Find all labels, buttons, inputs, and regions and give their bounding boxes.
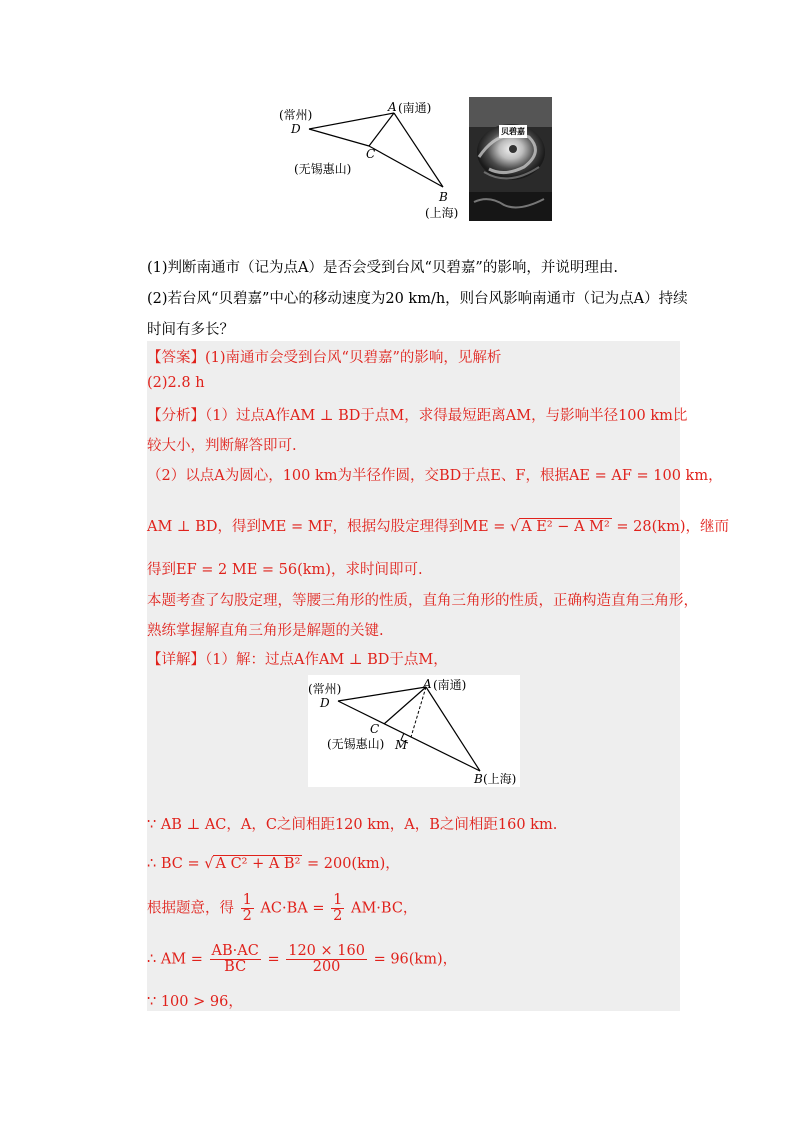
fraction-half: $\frac{1}{2}$: [242, 892, 252, 924]
fig2-point-c: C: [370, 722, 380, 736]
satellite-label: 贝碧嘉: [501, 127, 525, 136]
analysis-line1: [147, 404, 688, 425]
analysis-text1: （1）过点A作AM ⊥ BD于点M，求得最短距离AM，与影响半径100 km比: [205, 408, 688, 424]
label-wuxi: (无锡惠山): [294, 162, 352, 176]
fig2-point-a: A: [423, 677, 432, 691]
detail-tag: 【详解】: [147, 652, 205, 668]
point-b: B: [439, 190, 448, 204]
question-1: (1)判断南通市（记为点A）是否会受到台风“贝碧嘉”的影响，并说明理由.: [147, 260, 618, 276]
analysis-line6: 本题考查了勾股定理，等腰三角形的性质，直角三角形的性质，正确构造直角三角形，: [147, 593, 698, 609]
detail-line4-text: 根据题意，得: [147, 900, 234, 917]
answer-part1: (1)南通市会受到台风“贝碧嘉”的影响，见解析: [205, 350, 502, 366]
sqrt-sign: √: [509, 519, 520, 535]
analysis-tag: 【分析】: [147, 408, 205, 424]
detail-line3-result: = 200(km)，: [307, 856, 400, 872]
sqrt-sign: √: [204, 856, 214, 872]
fig2-point-b: B: [474, 772, 483, 786]
analysis-line4-result: = 28(km)，继而: [616, 519, 729, 535]
triangle-figure-2: [308, 675, 520, 787]
equals-sign: =: [267, 951, 280, 968]
point-d: D: [291, 122, 301, 136]
detail-line4-mid: AC·BA =: [260, 900, 325, 917]
detail-line5-result: = 96(km)，: [373, 951, 458, 968]
label-changzhou: (常州): [279, 108, 313, 122]
analysis-line4-text: AM ⊥ BD，得到ME = MF，根据勾股定理得到ME =: [147, 519, 506, 535]
detail-line6: ∵ 100 > 96，: [147, 994, 243, 1010]
analysis-line4: [147, 515, 729, 536]
label-shanghai: (上海): [425, 206, 459, 220]
point-c: C: [366, 147, 376, 161]
fraction-numeric: $\frac{120 \times 160}{200}$: [288, 943, 365, 975]
fig2-point-d: D: [320, 696, 330, 710]
label-nantong: (南通): [398, 101, 432, 115]
detail-line4-end: AM·BC，: [350, 900, 418, 917]
analysis-line3: （2）以点A为圆心，100 km为半径作圆，交BD于点E、F，根据AE = AF = 100 km，: [147, 468, 723, 484]
point-a: A: [388, 100, 397, 114]
typhoon-satellite-image: [469, 97, 552, 221]
fig2-label-wuxi: (无锡惠山): [327, 737, 385, 751]
analysis-line5: 得到EF = 2 ME = 56(km)，求时间即可.: [147, 562, 423, 578]
detail-line3-text: ∴ BC =: [147, 856, 200, 872]
detail-line1: [147, 648, 680, 669]
detail-sqrt: A C² + A B²: [215, 856, 301, 872]
analysis-sqrt: A E² − A M²: [521, 519, 610, 535]
detail-line2: ∵ AB ⊥ AC，A，C之间相距120 km，A，B之间相距160 km.: [147, 817, 558, 833]
question-2-line2: 时间有多长？: [147, 322, 234, 338]
fig2-label-shanghai: (上海): [483, 772, 517, 786]
question-2-line1: (2)若台风“贝碧嘉”中心的移动速度为20 km/h，则台风影响南通市（记为点A）持续: [147, 291, 688, 307]
analysis-line7: 熟练掌握解直角三角形是解题的关键.: [147, 623, 384, 639]
answer-line1: [147, 346, 680, 367]
fig2-point-m: M: [395, 738, 408, 752]
detail-line4: [147, 893, 680, 924]
fig2-label-nantong: (南通): [433, 678, 467, 692]
fig2-label-changzhou: (常州): [308, 682, 342, 696]
triangle-figure-1: [270, 96, 470, 222]
detail-line5-text: ∴ AM =: [147, 951, 203, 968]
answer-line2: (2)2.8 h: [147, 375, 205, 391]
fraction-half-2: $\frac{1}{2}$: [333, 892, 343, 924]
detail-line5: [147, 944, 680, 975]
detail-line3: [147, 852, 680, 873]
fraction-ab-ac-bc: $\frac{AB\cdot AC}{BC}$: [211, 943, 259, 975]
analysis-line2: 较大小，判断解答即可.: [147, 438, 297, 454]
answer-tag: 【答案】: [147, 350, 205, 366]
detail-text1: （1）解：过点A作AM ⊥ BD于点M，: [205, 652, 448, 668]
